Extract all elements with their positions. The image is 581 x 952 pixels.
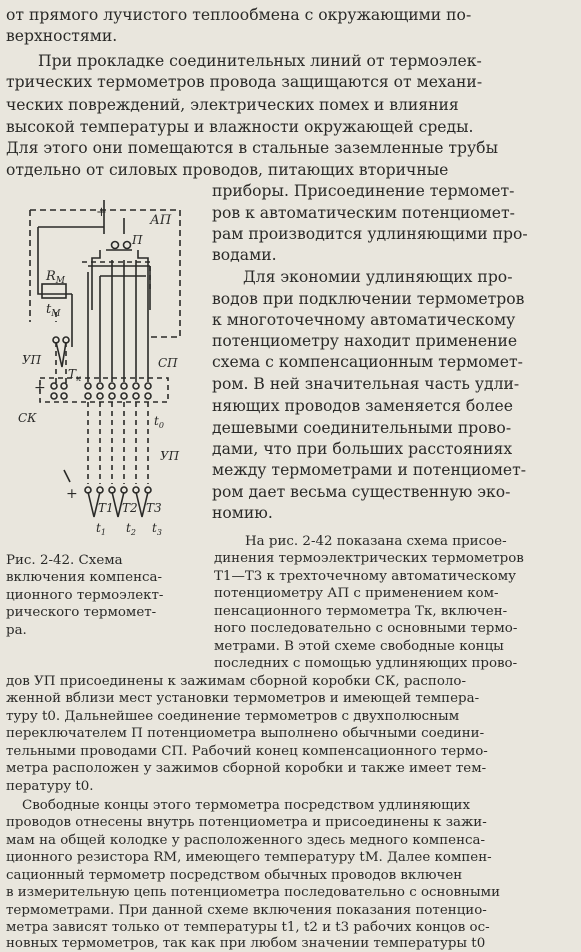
text-line: рам производится удлиняющими про-	[212, 225, 528, 243]
text-line: ционного резистора RМ, имеющего температуру tМ. Далее компен-	[6, 850, 492, 865]
tt2-label: $t_2$	[126, 521, 136, 537]
text-line: динения термоэлектрических термометров	[214, 551, 524, 566]
p-label: П	[132, 233, 143, 247]
text-line: схема с компенсационным термомет-	[212, 353, 523, 371]
text-line: верхностями.	[6, 27, 118, 45]
text-line: Свободные концы этого термометра посредством удлиняющих	[22, 798, 471, 813]
text-line: мам на общей колодке у расположенного здесь медного компенса-	[6, 833, 485, 848]
text-line: переключателем П потенциометра выполнено обычными соедини-	[6, 726, 485, 741]
text-line: высокой температуры и влажности окружающей среды.	[6, 118, 474, 136]
text-line: номию.	[212, 504, 273, 522]
text-line: метрами. В этой схеме свободные концы	[214, 639, 504, 654]
text-line: пенсационного термометра Тк, включен-	[214, 604, 508, 619]
text-line: Т1—Т3 к трехточечному автоматическому	[214, 569, 516, 584]
figure-caption: включения компенса-	[6, 570, 163, 585]
text-line: дов УП присоединены к зажимам сборной коробки СК, располо-	[6, 674, 467, 689]
text-line: дами, что при больших расстояниях	[212, 440, 513, 458]
text-line: водами.	[212, 246, 277, 264]
plus-label: +	[34, 380, 46, 396]
text-line: тельными проводами СП. Рабочий конец компенсационного термо-	[6, 744, 488, 759]
text-line: термометрами. При данной схеме включения показания потенцио-	[6, 903, 487, 918]
sp-label: СП	[158, 356, 178, 370]
text-line: последних с помощью удлиняющих прово-	[214, 656, 518, 671]
text-line: При прокладке соединительных линий от термоэлек-	[38, 52, 482, 70]
text-line: трических термометров провода защищаются от механи-	[6, 73, 483, 91]
text-line: дешевыми соединительными прово-	[212, 419, 512, 437]
figure-caption: Рис. 2-42. Схема	[6, 553, 123, 568]
text-line: Для экономии удлиняющих про-	[243, 268, 513, 286]
text-line: женной вблизи мест установки термометров и имеющей темпера-	[6, 691, 480, 706]
text-line: Для этого они помещаются в стальные заземленные трубы	[6, 139, 498, 157]
tk-label: $T_к$	[68, 367, 81, 383]
text-line: проводов отнесены внутрь потенциометра и присоединены к зажи-	[6, 815, 487, 830]
text-line: метра зависят только от температуры t1, t2 и t3 рабочих концов ос-	[6, 920, 490, 935]
text-line: приборы. Присоединение термомет-	[212, 182, 515, 200]
up-bottom-label: УП	[160, 449, 180, 463]
ap-label: АП	[150, 213, 172, 228]
text-line: между термометрами и потенциомет-	[212, 461, 526, 479]
text-line: сационный термометр посредством обычных проводов включен	[6, 868, 463, 883]
text-line: пературу t0.	[6, 779, 94, 794]
text-line: отдельно от силовых проводов, питающих вторичные	[6, 161, 449, 179]
circuit-diagram	[0, 192, 212, 552]
figure-caption: ра.	[6, 623, 27, 638]
sk-label: СК	[18, 411, 37, 425]
text-line: На рис. 2-42 показана схема присое-	[245, 534, 507, 549]
figure-caption: рического термомет-	[6, 605, 157, 620]
text-line: от прямого лучистого теплообмена с окружающими по-	[6, 6, 472, 24]
text-line: туру t0. Дальнейшее соединение термометров с двухполюсным	[6, 709, 460, 724]
text-line: водов при подключении термометров	[212, 290, 525, 308]
t0-label: $t_0$	[154, 414, 164, 430]
up-top-label: УП	[22, 353, 42, 367]
text-line: няющих проводов заменяется более	[212, 397, 514, 415]
t2-label: T2	[122, 501, 138, 515]
rm-label: $R_М$	[46, 269, 66, 286]
tt1-label: $t_1$	[96, 521, 106, 537]
text-line: метра расположен у зажимов сборной коробки и также имеет тем-	[6, 761, 487, 776]
tt3-label: $t_3$	[152, 521, 162, 537]
text-line: к многоточечному автоматическому	[212, 311, 516, 329]
text-line: ром дает весьма существенную эко-	[212, 483, 511, 501]
figure-caption: ционного термоэлект-	[6, 588, 164, 603]
tm-label: $t_М$	[46, 302, 61, 319]
text-line: ром. В ней значительная часть удли-	[212, 375, 520, 393]
text-line: в измерительную цепь потенциометра последовательно с основными	[6, 885, 501, 900]
t1-label: T1	[98, 501, 114, 515]
text-line: ного последовательно с основными термо-	[214, 621, 518, 636]
plus-label: +	[96, 205, 107, 220]
t3-label: T3	[146, 501, 162, 515]
text-line: потенциометру АП с применением ком-	[214, 586, 499, 601]
text-line: новных термометров, так как при любом значении температуры t0	[6, 936, 486, 951]
text-line: ческих повреждений, электрических помех и влияния	[6, 96, 459, 114]
text-line: ров к автоматическим потенциомет-	[212, 204, 515, 222]
plus-label: +	[66, 486, 78, 502]
text-line: потенциометру находит применение	[212, 332, 518, 350]
